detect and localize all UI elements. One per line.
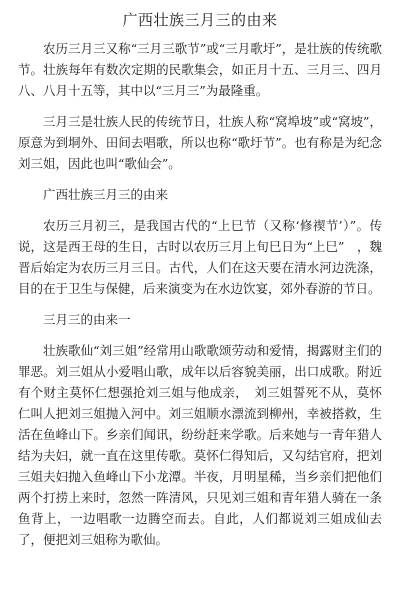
section-heading-2: 三月三的由来一 bbox=[43, 312, 131, 327]
paragraph-3: 农历三月初三，是我国古代的“上巳节（又称‘修禊节’）”。传说，这是西王母的生日，古时以农历三月上旬巳日为“上巳” ，魏晋后始定为农历三月三日。古代，人们在这天要在清水河边洗涤，目的在于卫生与保健，后来演变为在水边饮宴，郊外春游的节日。 bbox=[18, 218, 382, 296]
spacer bbox=[18, 101, 382, 111]
spacer bbox=[18, 299, 382, 309]
section-heading-1: 广西壮族三月三的由来 bbox=[43, 187, 169, 202]
spacer bbox=[18, 205, 382, 215]
spacer bbox=[18, 174, 382, 184]
paragraph-2: 三月三是壮族人民的传统节日，壮族人称“窝埠坡”或“窝坡”，原意为到垌外、田间去唱歌，所以也称“歌圩节”。也有称是为纪念刘三姐，因此也叫“歌仙会”。 bbox=[18, 114, 382, 171]
spacer bbox=[18, 330, 382, 340]
paragraph-4: 壮族歌仙“刘三姐”经常用山歌歌颂劳动和爱情，揭露财主们的罪恶。刘三姐从小爱唱山歌，成年以后容貌美丽，出口成歌。附近有个财主莫怀仁想强抢刘三姐与他成亲， 刘三姐誓死不从，莫怀仁叫人把刘三姐抛入河中。刘三姐顺水漂流到柳州，幸被搭救，生活在鱼峰山下。乡亲们闻讯，纷纷赶来学歌。后来她与一青年猎人结为夫妇，就一直在这里传歌。莫怀仁得知后，又勾结官府，把刘三姐夫妇抛入鱼峰山下小龙潭。半夜，月明星稀，当乡亲们把他们两个打捞上来时，忽然一阵清风，只见刘三姐和青年猎人骑在一条鱼背上，一边唱歌一边腾空而去。自此，人们都说刘三姐成仙去了，便把刘三姐称为歌仙。 bbox=[18, 343, 382, 547]
document-title: 广西壮族三月三的由来 bbox=[122, 11, 278, 29]
paragraph-1: 农历三月三又称“三月三歌节”或“三月歌圩”，是壮族的传统歌节。壮族每年有数次定期的民歌集会，如正月十五、三月三、四月八、八月十五等，其中以“三月三”为最隆重。 bbox=[18, 41, 382, 98]
